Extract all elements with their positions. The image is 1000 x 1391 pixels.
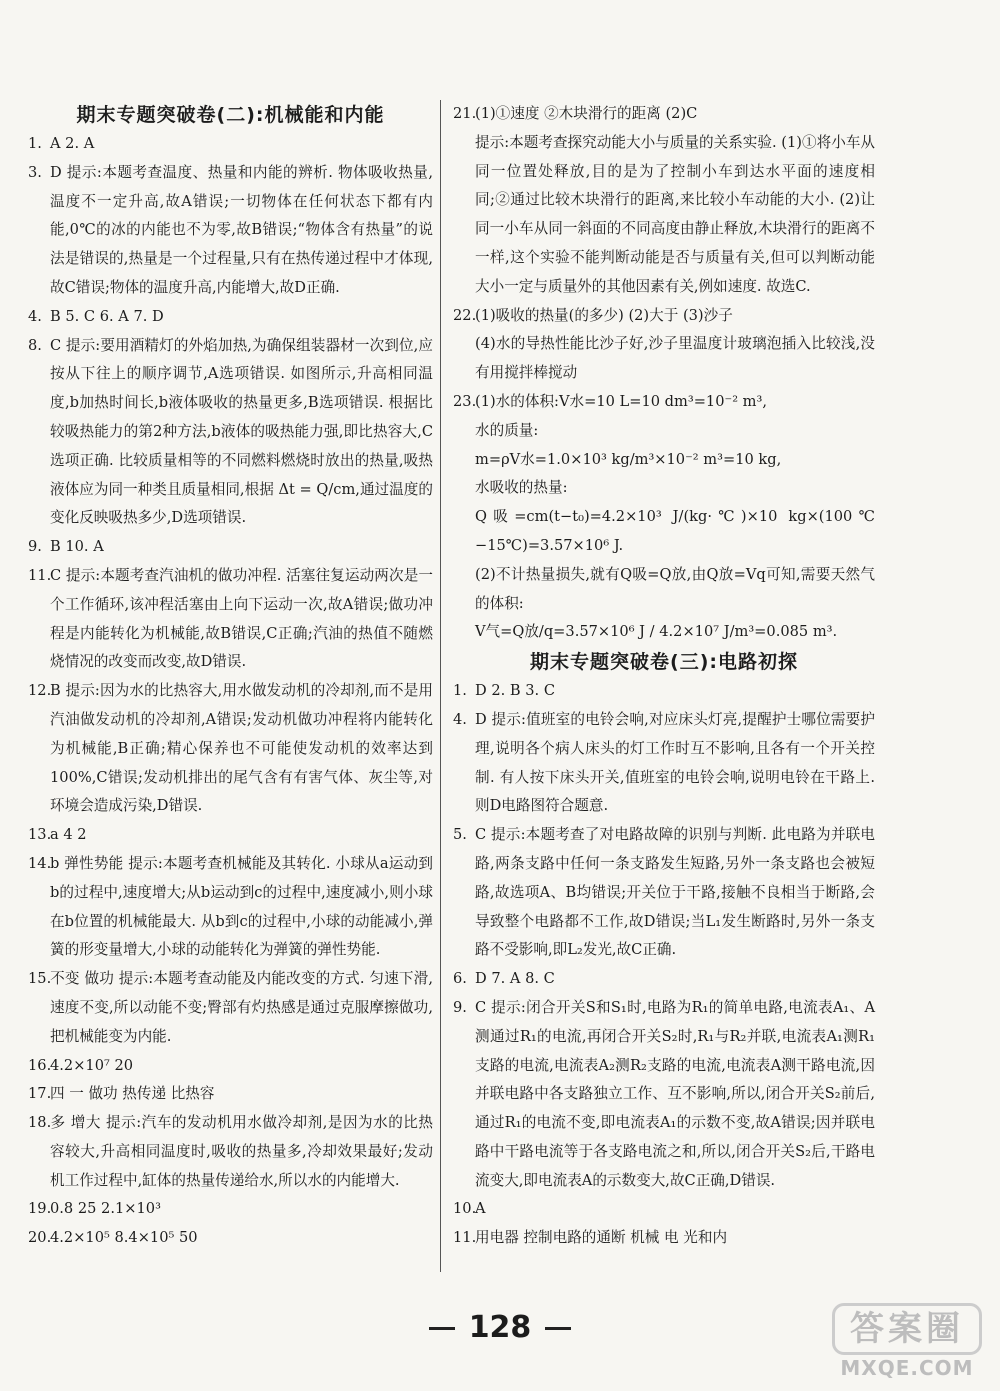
answer-text: 提示:本题考查探究动能大小与质量的关系实验. (1)①将小车从同一位置处释放,目的是为了控制小车到达水平面的速度相同;②通过比较木块滑行的距离,来比较小车动能的大小. (2)让同一小车从同一斜面的不同高度由静止释放,木块滑行的距离不一样,这个实验不能判断动能是否与质量有关,但可以判断动能大小一定与质量外的其他因素有关,例如速度. 故选C.: [475, 133, 875, 295]
answer-text: D 提示:本题考查温度、热量和内能的辨析. 物体吸收热量,温度不一定升高,故A错误;一切物体在任何状态下都有内能,0℃的冰的内能也不为零,故B错误;“物体含有热量”的说法是错误的,热量是一个过程量,只有在热传递过程中才体现,故C错误;物体的温度升高,内能增大,故D正确.: [50, 163, 433, 296]
answer-text: C 提示:本题考查汽油机的做功冲程. 活塞往复运动两次是一个工作循环,该冲程活塞由上向下运动一次,故A错误;做功冲程是内能转化为机械能,故B错误,C正确;汽油的热值不随燃烧情况的改变而改变,故D错误.: [50, 566, 433, 671]
answer-item: [28, 850, 433, 965]
answer-item: [28, 303, 433, 332]
answer-item: [28, 1080, 433, 1109]
answer-number: 23.: [453, 392, 477, 410]
answer-number: 9.: [28, 538, 42, 556]
answer-item: [453, 129, 875, 302]
answer-text: C 提示:要用酒精灯的外焰加热,为确保组装器材一次到位,应按从下往上的顺序调节,A选项错误. 如图所示,升高相同温度,b加热时间长,b液体吸收的热量更多,B选项错误. 根据比较吸热能力的第2种方法,b液体的吸热能力强,即比热容大,C选项正确. 比较质量相等的不同燃料燃烧时放出的热量,吸热液体应为同一种类且质量相同,根据 Δt = Q/cm,通过温度的变化反映吸热多少,D选项错误.: [50, 336, 433, 527]
answer-text: 水吸收的热量:: [475, 479, 568, 497]
answer-text: B 10. A: [50, 538, 104, 556]
answer-text: a 4 2: [50, 826, 87, 844]
answer-text: (4)水的导热性能比沙子好,沙子里温度计玻璃泡插入比较浅,没有用搅拌棒搅动: [475, 335, 875, 382]
answer-number: 16.: [28, 1056, 52, 1074]
answer-item: [28, 332, 433, 534]
left-answer-list: [28, 130, 433, 1253]
answer-text: 水的质量:: [475, 421, 539, 439]
answer-number: 8.: [28, 336, 42, 354]
answer-item: [28, 130, 433, 159]
left-column: [28, 100, 433, 1253]
answer-number: 13.: [28, 826, 52, 844]
answer-text: A 2. A: [50, 135, 95, 152]
answer-text: 不变 做功 提示:本题考查动能及内能改变的方式. 匀速下滑,速度不变,所以动能不变;臀部有灼热感是通过克服摩擦做功,把机械能变为内能.: [50, 970, 433, 1045]
answer-number: 18.: [28, 1114, 52, 1132]
answer-text: C 提示:闭合开关S和S₁时,电路为R₁的简单电路,电流表A₁、A测通过R₁的电流,再闭合开关S₂时,R₁与R₂并联,电流表A₁测R₁支路的电流,电流表A₂测R₂支路的电流,电流表A测干路电流,因并联电路中各支路独立工作、互不影响,所以,闭合开关S₂前后,通过R₁的电流不变,即电流表A₁的示数不变,故A错误;因并联电路中干路电流等于各支路电流之和,所以,闭合开关S₂后,干路电流变大,即电流表A的示数变大,故C正确,D错误.: [475, 998, 875, 1189]
answer-item: [453, 1195, 875, 1224]
answer-number: 4.: [28, 307, 42, 325]
answer-text: C 提示:本题考查了对电路故障的识别与判断. 此电路为并联电路,两条支路中任何一条支路发生短路,另外一条支路也会被短路,故选项A、B均错误;开关位于干路,接触不良相当于断路,会导致整个电路都不工作,故D错误;当L₁发生断路时,另外一条支路不受影响,即L₂发光,故C正确.: [475, 826, 875, 959]
answer-number: 12.: [28, 682, 52, 700]
answer-text: 0.8 25 2.1×10³: [50, 1200, 161, 1218]
answer-text: B 5. C 6. A 7. D: [50, 307, 164, 325]
answer-item: [453, 446, 875, 475]
answer-item: [453, 994, 875, 1196]
watermark-logo: [832, 1303, 982, 1383]
answer-item: [453, 100, 875, 129]
section-title-2: 期末专题突破卷(二):机械能和内能: [76, 104, 385, 126]
answer-text: (1)吸收的热量(的多少) (2)大于 (3)沙子: [475, 306, 733, 324]
answer-text: B 提示:因为水的比热容大,用水做发动机的冷却剂,而不是用汽油做发动机的冷却剂,A错误;发动机做功冲程将内能转化为机械能,B正确;精心保养也不可能使发动机的效率达到100%,C错误;发动机排出的尾气含有有害气体、灰尘等,对环境会造成污染,D错误.: [50, 682, 433, 815]
answer-item: [28, 1109, 433, 1195]
answer-number: 11.: [453, 1229, 477, 1247]
column-divider: [440, 100, 441, 1272]
answer-item: [453, 503, 875, 561]
answer-item: [453, 618, 875, 647]
answer-text: D 7. A 8. C: [475, 970, 555, 988]
answer-item: [453, 706, 875, 821]
page-dash-right: [545, 1327, 571, 1330]
answer-item: [453, 388, 875, 417]
answer-text: 4.2×10⁷ 20: [50, 1056, 134, 1074]
answer-number: 21.: [453, 105, 477, 122]
answer-number: 10.: [453, 1200, 477, 1218]
right-answer-list-a: [453, 100, 875, 647]
answer-item: [28, 821, 433, 850]
answer-item: [453, 561, 875, 619]
answer-item: [28, 1224, 433, 1253]
answer-text: D 提示:值班室的电铃会响,对应床头灯亮,提醒护士哪位需要护理,说明各个病人床头的灯工作时互不影响,且各有一个开关控制. 有人按下床头开关,值班室的电铃会响,说明电铃在干路上. 则D电路图符合题意.: [475, 710, 875, 815]
answer-text: (1)①速度 ②木块滑行的距离 (2)C: [475, 105, 698, 122]
answer-number: 4.: [453, 710, 467, 728]
answer-item: [28, 533, 433, 562]
answer-item: [453, 417, 875, 446]
answer-text: (2)不计热量损失,就有Q吸=Q放,由Q放=Vq可知,需要天然气的体积:: [475, 565, 875, 612]
answer-item: [453, 821, 875, 965]
answer-text: 多 增大 提示:汽车的发动机用水做冷却剂,是因为水的比热容较大,升高相同温度时,吸收的热量多,冷却效果最好;发动机工作过程中,缸体的热量传递给水,所以水的内能增大.: [50, 1114, 433, 1189]
answer-text: b 弹性势能 提示:本题考查机械能及其转化. 小球从a运动到b的过程中,速度增大;从b运动到c的过程中,速度减小,则小球在b位置的机械能最大. 从b到c的过程中,小球的动能减小,弹簧的形变量增大,小球的动能转化为弹簧的弹性势能.: [50, 854, 433, 959]
answer-item: [28, 965, 433, 1051]
answer-item: [453, 474, 875, 503]
answer-number: 3.: [28, 163, 42, 181]
answer-item: [28, 1195, 433, 1224]
answer-text: m=ρV水=1.0×10³ kg/m³×10⁻² m³=10 kg,: [475, 450, 782, 468]
answer-item: [453, 677, 875, 706]
answer-text: 4.2×10⁵ 8.4×10⁵ 50: [50, 1229, 198, 1247]
page-number-text: 128: [468, 1310, 532, 1345]
answer-item: [28, 1052, 433, 1081]
answer-number: 11.: [28, 566, 52, 584]
answer-text: (1)水的体积:V水=10 L=10 dm³=10⁻² m³,: [475, 392, 768, 410]
answer-text: A: [475, 1200, 486, 1218]
answer-number: 6.: [453, 970, 467, 988]
watermark-bottom: MXQE.COM: [840, 1356, 974, 1380]
answer-number: 5.: [453, 826, 467, 844]
answer-number: 15.: [28, 970, 52, 988]
answer-number: 19.: [28, 1200, 52, 1218]
right-column: [453, 100, 875, 1253]
answer-number: 1.: [28, 135, 42, 152]
answer-text: V气=Q放/q=3.57×10⁶ J / 4.2×10⁷ J/m³=0.085 m³.: [475, 623, 838, 641]
answer-item: [28, 562, 433, 677]
page-dash-left: [429, 1327, 455, 1330]
watermark-top: 答案圈: [832, 1303, 982, 1355]
right-answer-list-b: [453, 677, 875, 1253]
answer-text: Q吸=cm(t−t₀)=4.2×10³ J/(kg·℃)×10 kg×(100℃−15℃)=3.57×10⁶ J.: [475, 508, 875, 554]
answer-text: 四 一 做功 热传递 比热容: [50, 1085, 215, 1103]
answer-item: [453, 965, 875, 994]
answer-item: [28, 159, 433, 303]
answer-number: 14.: [28, 854, 52, 872]
answer-number: 17.: [28, 1085, 52, 1103]
answer-item: [453, 302, 875, 331]
answer-number: 20.: [28, 1229, 52, 1247]
answer-text: D 2. B 3. C: [475, 682, 555, 700]
answer-item: [453, 1224, 875, 1253]
answer-number: 1.: [453, 682, 467, 700]
section-title-3: 期末专题突破卷(三):电路初探: [530, 651, 798, 674]
answer-text: 用电器 控制电路的通断 机械 电 光和内: [475, 1229, 728, 1247]
answer-item: [28, 677, 433, 821]
answer-number: 9.: [453, 998, 467, 1016]
answer-number: 22.: [453, 306, 477, 324]
answer-item: [453, 330, 875, 388]
